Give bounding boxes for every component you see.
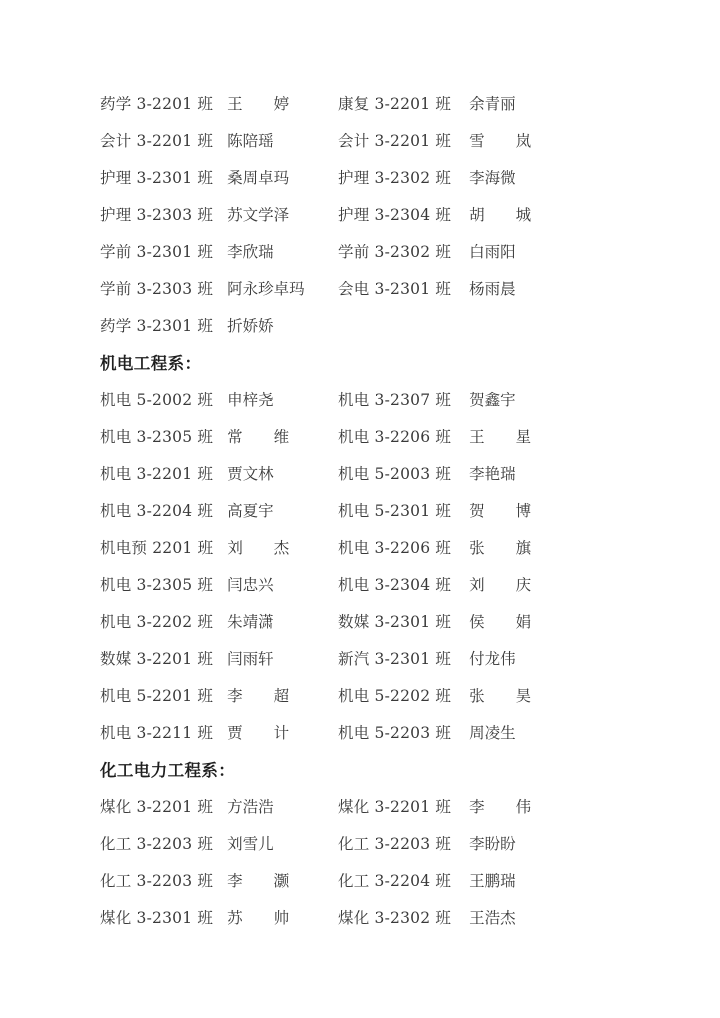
class-label: 会电 3-2301 班: [338, 280, 452, 298]
student-name-char: 超: [273, 687, 290, 705]
class-label: 煤化 3-2201 班: [338, 798, 452, 816]
class-label: 机电 3-2305 班: [100, 576, 214, 594]
student-name-char: 常: [227, 428, 243, 446]
class-label: 机电 3-2202 班: [100, 613, 214, 631]
class-label: 化工 3-2203 班: [100, 872, 214, 890]
class-label: 煤化 3-2201 班: [100, 798, 214, 816]
student-name: [227, 715, 303, 752]
entry-cell: [338, 382, 576, 419]
student-name-char: 李: [227, 872, 243, 890]
class-label: 护理 3-2303 班: [100, 206, 214, 224]
student-name: 苏文学泽: [227, 206, 290, 224]
entry-row: [100, 123, 620, 160]
student-name-char: 伟: [515, 798, 532, 816]
student-name: 折娇娇: [227, 317, 274, 335]
entry-cell: [100, 419, 338, 456]
entry-cell: [100, 604, 338, 641]
student-name: [469, 419, 545, 456]
class-label: 数媒 3-2201 班: [100, 650, 214, 668]
entry-cell: [100, 123, 338, 160]
class-label: 机电 5-2301 班: [338, 502, 452, 520]
class-label: 药学 3-2201 班: [100, 95, 214, 113]
student-name: [469, 567, 545, 604]
entry-cell: [338, 86, 576, 123]
student-name: 李艳瑞: [469, 465, 516, 483]
student-name: 王鹏瑞: [469, 872, 516, 890]
class-label: 会计 3-2201 班: [338, 132, 452, 150]
entry-row: [100, 826, 620, 863]
student-name: 申梓尧: [227, 391, 274, 409]
student-name: 李海微: [469, 169, 516, 187]
student-name: 杨雨晨: [469, 280, 516, 298]
student-name: 刘雪儿: [227, 835, 274, 853]
entry-cell: [100, 456, 338, 493]
entry-cell: [338, 123, 576, 160]
entry-row: [100, 789, 620, 826]
class-label: 机电 3-2211 班: [100, 724, 214, 742]
entry-cell: [100, 197, 338, 234]
student-name: 朱靖潇: [227, 613, 274, 631]
student-name: 贾文林: [227, 465, 274, 483]
class-label: 康复 3-2201 班: [338, 95, 452, 113]
entry-row: [100, 197, 620, 234]
entry-cell: [338, 567, 576, 604]
student-name-char: 李: [227, 687, 243, 705]
class-label: 化工 3-2203 班: [100, 835, 214, 853]
student-name: [469, 678, 545, 715]
entry-row: [100, 900, 620, 937]
entry-row: [100, 715, 620, 752]
student-name-char: 岚: [515, 132, 532, 150]
entry-cell: [338, 678, 576, 715]
class-label: 煤化 3-2301 班: [100, 909, 214, 927]
entry-row: [100, 308, 620, 345]
entry-row: [100, 530, 620, 567]
student-name: 阿永珍卓玛: [227, 280, 305, 298]
entry-cell: [100, 308, 338, 345]
entry-cell: [338, 826, 576, 863]
student-name: 余青丽: [469, 95, 516, 113]
student-name-char: 张: [469, 687, 485, 705]
entry-cell: [100, 271, 338, 308]
class-label: 化工 3-2203 班: [338, 835, 452, 853]
student-name-char: 庆: [515, 576, 532, 594]
student-name-char: 刘: [469, 576, 485, 594]
student-name: 闫忠兴: [227, 576, 274, 594]
student-name-char: 博: [515, 502, 532, 520]
entry-row: [100, 271, 620, 308]
entry-cell: [338, 900, 576, 937]
class-label: 学前 3-2303 班: [100, 280, 214, 298]
class-label: 机电 5-2003 班: [338, 465, 452, 483]
student-name: 贺鑫宇: [469, 391, 516, 409]
student-name: 周凌生: [469, 724, 516, 742]
student-name: [469, 604, 545, 641]
entry-cell: [100, 789, 338, 826]
student-name-char: 婷: [273, 95, 290, 113]
entry-row: [100, 678, 620, 715]
entry-cell: [338, 604, 576, 641]
class-label: 药学 3-2301 班: [100, 317, 214, 335]
student-name: 付龙伟: [469, 650, 516, 668]
class-label: 护理 3-2301 班: [100, 169, 214, 187]
section-heading: 机电工程系：: [100, 354, 202, 373]
entry-row: [100, 604, 620, 641]
entry-cell: [100, 900, 338, 937]
class-label: 机电 3-2204 班: [100, 502, 214, 520]
entry-cell: [338, 530, 576, 567]
student-name-char: 旗: [515, 539, 532, 557]
student-name-char: 城: [515, 206, 532, 224]
student-name-char: 胡: [469, 206, 485, 224]
entry-row: [100, 419, 620, 456]
entry-cell: [100, 567, 338, 604]
student-name: [469, 530, 545, 567]
entry-cell: [338, 419, 576, 456]
class-label: 护理 3-2304 班: [338, 206, 452, 224]
student-name: [227, 863, 303, 900]
class-label: 护理 3-2302 班: [338, 169, 452, 187]
student-name-char: 计: [273, 724, 290, 742]
student-name: [469, 197, 545, 234]
student-name: 高夏宇: [227, 502, 274, 520]
student-name-char: 侯: [469, 613, 485, 631]
entry-row: [100, 234, 620, 271]
student-name-char: 刘: [227, 539, 243, 557]
student-name: [227, 530, 303, 567]
student-name: [227, 419, 303, 456]
student-name-char: 贺: [469, 502, 485, 520]
student-name: [469, 493, 545, 530]
entry-cell: [100, 493, 338, 530]
student-name: 王浩杰: [469, 909, 516, 927]
class-label: 机电 3-2307 班: [338, 391, 452, 409]
entry-cell: [338, 456, 576, 493]
entry-row: [100, 567, 620, 604]
class-label: 学前 3-2301 班: [100, 243, 214, 261]
class-label: 机电 5-2203 班: [338, 724, 452, 742]
student-name-char: 苏: [227, 909, 243, 927]
student-name-char: 雪: [469, 132, 485, 150]
entry-cell: [338, 641, 576, 678]
entry-cell: [100, 863, 338, 900]
class-label: 会计 3-2201 班: [100, 132, 214, 150]
student-name-char: 星: [515, 428, 532, 446]
class-label: 化工 3-2204 班: [338, 872, 452, 890]
class-label: 机电 3-2206 班: [338, 539, 452, 557]
student-name-char: 李: [469, 798, 485, 816]
entry-row: [100, 863, 620, 900]
student-name: 闫雨轩: [227, 650, 274, 668]
student-name-char: 昊: [515, 687, 532, 705]
entry-cell: [100, 382, 338, 419]
entry-row: [100, 493, 620, 530]
document-content: [100, 86, 620, 937]
student-name: [469, 789, 545, 826]
entry-row: [100, 456, 620, 493]
student-name: 方浩浩: [227, 798, 274, 816]
entry-cell: [338, 715, 576, 752]
student-name-char: 灏: [273, 872, 290, 890]
class-label: 煤化 3-2302 班: [338, 909, 452, 927]
class-label: 机电 3-2206 班: [338, 428, 452, 446]
entry-cell: [100, 234, 338, 271]
class-label: 机电 3-2304 班: [338, 576, 452, 594]
student-name: [227, 900, 303, 937]
class-label: 学前 3-2302 班: [338, 243, 452, 261]
entry-cell: [100, 160, 338, 197]
student-name-char: 张: [469, 539, 485, 557]
class-label: 机电 5-2002 班: [100, 391, 214, 409]
student-name: [227, 678, 303, 715]
student-name: 白雨阳: [469, 243, 516, 261]
entry-cell: [338, 271, 576, 308]
entry-cell: [100, 826, 338, 863]
student-name: 李盼盼: [469, 835, 516, 853]
student-name-char: 贾: [227, 724, 243, 742]
entry-cell: [100, 678, 338, 715]
class-label: 机电 5-2201 班: [100, 687, 214, 705]
entry-cell: [100, 530, 338, 567]
entry-row: [100, 160, 620, 197]
student-name: 陈陪瑶: [227, 132, 274, 150]
student-name-char: 杰: [273, 539, 290, 557]
entry-cell: [100, 86, 338, 123]
student-name-char: 帅: [273, 909, 290, 927]
class-label: 新汽 3-2301 班: [338, 650, 452, 668]
entry-cell: [338, 789, 576, 826]
entry-cell: [338, 863, 576, 900]
student-name: [227, 86, 303, 123]
class-label: 机电 3-2201 班: [100, 465, 214, 483]
entry-row: [100, 86, 620, 123]
class-label: 机电 3-2305 班: [100, 428, 214, 446]
class-label: 机电 5-2202 班: [338, 687, 452, 705]
entry-cell: [100, 641, 338, 678]
student-name: 李欣瑞: [227, 243, 274, 261]
entry-row: [100, 382, 620, 419]
class-label: 机电预 2201 班: [100, 539, 214, 557]
entry-cell: [338, 234, 576, 271]
entry-cell: [338, 197, 576, 234]
entry-cell: [100, 715, 338, 752]
entry-row: [100, 641, 620, 678]
student-name-char: 维: [273, 428, 290, 446]
entry-cell: [338, 493, 576, 530]
class-label: 数媒 3-2301 班: [338, 613, 452, 631]
student-name-char: 娟: [515, 613, 532, 631]
student-name-char: 王: [469, 428, 485, 446]
entry-cell: [338, 160, 576, 197]
section-heading: 化工电力工程系：: [100, 761, 236, 780]
student-name-char: 王: [227, 95, 243, 113]
student-name: [469, 123, 545, 160]
student-name: 桑周卓玛: [227, 169, 290, 187]
